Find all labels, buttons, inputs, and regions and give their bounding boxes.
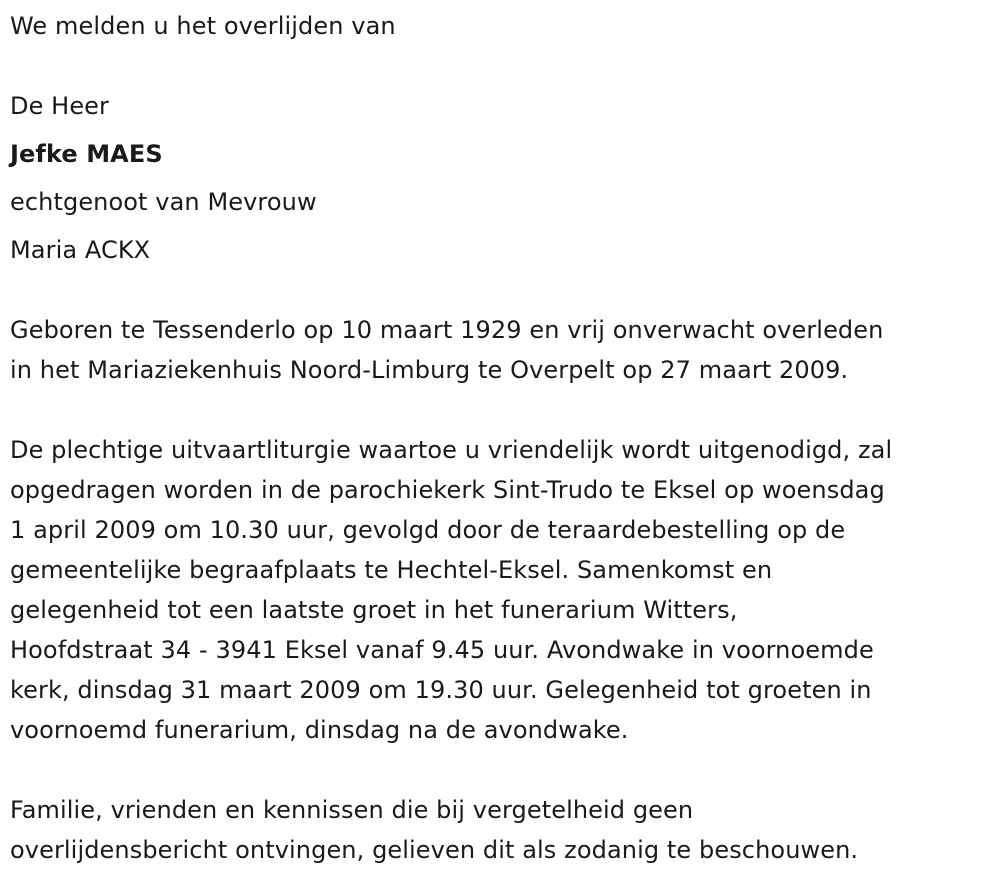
funeral-line-3: 1 april 2009 om 10.30 uur, gevolgd door de teraardebestelling op de [10,516,846,544]
funeral-line-4: gemeentelijke begraafplaats te Hechtel-Eksel. Samenkomst en [10,556,773,584]
spouse-label: echtgenoot van Mevrouw [10,188,317,216]
funeral-line-2: opgedragen worden in de parochiekerk Sint-Trudo te Eksel op woensdag [10,476,885,504]
funeral-line-8: voornoemd funerarium, dinsdag na de avondwake. [10,716,629,744]
salutation: De Heer [10,92,110,120]
birth-death-line-1: Geboren te Tessenderlo op 10 maart 1929 en vrij onverwacht overleden [10,316,884,344]
funeral-line-5: gelegenheid tot een laatste groet in het funerarium Witters, [10,596,738,624]
funeral-line-1: De plechtige uitvaartliturgie waartoe u vriendelijk wordt uitgenodigd, zal [10,436,893,464]
closing-line-2: overlijdensbericht ontvingen, gelieven dit als zodanig te beschouwen. [10,836,859,864]
funeral-line-7: kerk, dinsdag 31 maart 2009 om 19.30 uur. Gelegenheid tot groeten in [10,676,872,704]
deceased-name: Jefke MAES [10,140,163,168]
funeral-line-6: Hoofdstraat 34 - 3941 Eksel vanaf 9.45 uur. Avondwake in voornoemde [10,636,874,664]
birth-death-line-2: in het Mariaziekenhuis Noord-Limburg te Overpelt op 27 maart 2009. [10,356,849,384]
intro-text: We melden u het overlijden van [10,12,396,40]
closing-line-1: Familie, vrienden en kennissen die bij vergetelheid geen [10,796,694,824]
spouse-name: Maria ACKX [10,236,151,264]
